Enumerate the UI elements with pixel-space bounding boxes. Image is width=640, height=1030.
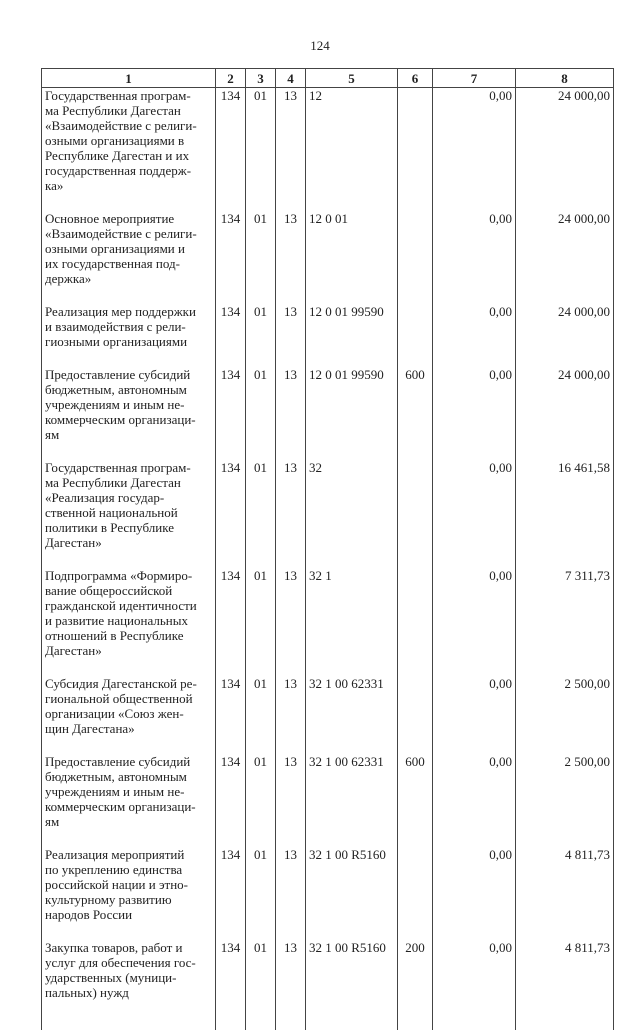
- row-value: 01: [249, 88, 272, 103]
- row-description: Реализация мероприятий по укреплению единства российской нации и этно- культурному развитию народов России: [45, 847, 212, 922]
- row-value: 01: [249, 460, 272, 475]
- row-col-3-cell: [246, 367, 276, 460]
- row-col-8-cell: [516, 367, 614, 460]
- row-col-3-cell: [246, 460, 276, 568]
- row-col-7-cell: [433, 304, 516, 367]
- filler-cell: [433, 1000, 516, 1030]
- row-value: 7 311,73: [519, 568, 610, 583]
- row-value: 01: [249, 676, 272, 691]
- row-value: 0,00: [436, 847, 512, 862]
- row-name-cell: [42, 754, 216, 847]
- row-value: 134: [219, 460, 242, 475]
- row-col-3-cell: [246, 676, 276, 754]
- row-value: 12 0 01 99590: [309, 304, 394, 319]
- row-value: 01: [249, 940, 272, 955]
- row-name-cell: [42, 211, 216, 304]
- row-value: 200: [401, 940, 429, 955]
- row-value: 600: [401, 754, 429, 769]
- row-col-2-cell: [216, 676, 246, 754]
- row-value: 01: [249, 754, 272, 769]
- row-value: 01: [249, 211, 272, 226]
- row-value: 32 1 00 62331: [309, 676, 394, 691]
- row-col-5-cell: [306, 568, 398, 676]
- row-col-8-cell: [516, 754, 614, 847]
- row-value: 4 811,73: [519, 940, 610, 955]
- filler-cell: [246, 1000, 276, 1030]
- row-col-6-cell: [398, 88, 433, 212]
- row-col-7-cell: [433, 754, 516, 847]
- row-col-2-cell: [216, 367, 246, 460]
- row-col-2-cell: [216, 847, 246, 940]
- row-value: 0,00: [436, 568, 512, 583]
- row-value: 13: [279, 940, 302, 955]
- table-body: [42, 88, 614, 1030]
- row-col-3-cell: [246, 304, 276, 367]
- row-col-3-cell: [246, 211, 276, 304]
- row-name-cell: [42, 940, 216, 1000]
- table-filler-row: [42, 1000, 614, 1030]
- row-description: Подпрограмма «Формиро- вание общероссийской гражданской идентичности и развитие национальных отношений в Республике Дагестан»: [45, 568, 212, 658]
- row-col-2-cell: [216, 460, 246, 568]
- row-col-5-cell: [306, 754, 398, 847]
- filler-cell: [306, 1000, 398, 1030]
- header-col-2: 2: [216, 69, 246, 88]
- row-value: 0,00: [436, 460, 512, 475]
- table-row: [42, 304, 614, 367]
- row-value: 24 000,00: [519, 367, 610, 382]
- row-col-4-cell: [276, 88, 306, 212]
- page-number: 124: [0, 38, 640, 54]
- row-value: 13: [279, 676, 302, 691]
- row-col-3-cell: [246, 88, 276, 212]
- row-description: Закупка товаров, работ и услуг для обеспечения гос- ударственных (муници- пальных) нужд: [45, 940, 212, 1000]
- row-col-7-cell: [433, 940, 516, 1000]
- budget-table: [41, 68, 614, 1030]
- row-value: 13: [279, 460, 302, 475]
- row-col-5-cell: [306, 676, 398, 754]
- filler-cell: [398, 1000, 433, 1030]
- row-value: 0,00: [436, 676, 512, 691]
- row-col-3-cell: [246, 847, 276, 940]
- row-value: 01: [249, 367, 272, 382]
- row-value: 13: [279, 568, 302, 583]
- row-value: 24 000,00: [519, 304, 610, 319]
- row-col-7-cell: [433, 211, 516, 304]
- row-col-7-cell: [433, 367, 516, 460]
- row-col-2-cell: [216, 304, 246, 367]
- row-col-4-cell: [276, 367, 306, 460]
- table-row: [42, 88, 614, 212]
- row-value: 32: [309, 460, 394, 475]
- row-description: Государственная програм- ма Республики Дагестан «Взаимодействие с религи- озными организациями в Республике Дагестан и их государственная поддерж- ка»: [45, 88, 212, 193]
- row-col-6-cell: [398, 847, 433, 940]
- row-value: 134: [219, 304, 242, 319]
- table-row: [42, 568, 614, 676]
- row-col-5-cell: [306, 367, 398, 460]
- row-value: 13: [279, 304, 302, 319]
- row-col-8-cell: [516, 676, 614, 754]
- header-row: [42, 69, 614, 88]
- row-value: 0,00: [436, 211, 512, 226]
- row-description: Реализация мер поддержки и взаимодействия с рели- гиозными организациями: [45, 304, 212, 349]
- row-name-cell: [42, 88, 216, 212]
- row-value: 12: [309, 88, 394, 103]
- row-value: 134: [219, 676, 242, 691]
- row-col-7-cell: [433, 676, 516, 754]
- row-col-6-cell: [398, 367, 433, 460]
- filler-cell: [42, 1000, 216, 1030]
- row-col-4-cell: [276, 940, 306, 1000]
- row-value: 0,00: [436, 754, 512, 769]
- row-col-7-cell: [433, 847, 516, 940]
- row-col-7-cell: [433, 568, 516, 676]
- header-col-6: 6: [398, 69, 433, 88]
- row-value: 4 811,73: [519, 847, 610, 862]
- row-value: 16 461,58: [519, 460, 610, 475]
- row-col-4-cell: [276, 847, 306, 940]
- row-col-2-cell: [216, 568, 246, 676]
- row-col-6-cell: [398, 940, 433, 1000]
- row-col-5-cell: [306, 211, 398, 304]
- row-col-6-cell: [398, 304, 433, 367]
- row-value: 134: [219, 754, 242, 769]
- row-value: 2 500,00: [519, 754, 610, 769]
- row-name-cell: [42, 367, 216, 460]
- row-col-7-cell: [433, 460, 516, 568]
- filler-cell: [516, 1000, 614, 1030]
- header-col-1: 1: [42, 69, 216, 88]
- table-row: [42, 940, 614, 1000]
- row-value: 13: [279, 367, 302, 382]
- row-col-4-cell: [276, 568, 306, 676]
- row-value: 2 500,00: [519, 676, 610, 691]
- row-value: 0,00: [436, 940, 512, 955]
- row-value: 12 0 01: [309, 211, 394, 226]
- row-col-3-cell: [246, 940, 276, 1000]
- row-col-8-cell: [516, 304, 614, 367]
- table-row: [42, 754, 614, 847]
- row-col-5-cell: [306, 88, 398, 212]
- row-description: Государственная програм- ма Республики Дагестан «Реализация государ- ственной национальной политики в Республике Дагестан»: [45, 460, 212, 550]
- row-col-5-cell: [306, 940, 398, 1000]
- row-col-6-cell: [398, 754, 433, 847]
- row-value: 134: [219, 940, 242, 955]
- header-col-3: 3: [246, 69, 276, 88]
- row-col-6-cell: [398, 211, 433, 304]
- row-value: 12 0 01 99590: [309, 367, 394, 382]
- row-name-cell: [42, 304, 216, 367]
- row-col-5-cell: [306, 304, 398, 367]
- row-col-4-cell: [276, 754, 306, 847]
- row-col-8-cell: [516, 211, 614, 304]
- row-description: Предоставление субсидий бюджетным, автономным учреждениям и иным не- коммерческим организаци- ям: [45, 754, 212, 829]
- row-col-8-cell: [516, 88, 614, 212]
- row-col-2-cell: [216, 940, 246, 1000]
- row-value: 24 000,00: [519, 88, 610, 103]
- row-name-cell: [42, 676, 216, 754]
- row-value: 134: [219, 211, 242, 226]
- row-name-cell: [42, 847, 216, 940]
- row-col-5-cell: [306, 460, 398, 568]
- filler-cell: [216, 1000, 246, 1030]
- row-value: 600: [401, 367, 429, 382]
- table-row: [42, 367, 614, 460]
- row-col-2-cell: [216, 88, 246, 212]
- row-col-3-cell: [246, 754, 276, 847]
- table-row: [42, 460, 614, 568]
- row-value: 0,00: [436, 88, 512, 103]
- row-col-5-cell: [306, 847, 398, 940]
- row-value: 134: [219, 367, 242, 382]
- row-value: 0,00: [436, 304, 512, 319]
- table-row: [42, 847, 614, 940]
- row-value: 24 000,00: [519, 211, 610, 226]
- row-value: 134: [219, 847, 242, 862]
- row-col-4-cell: [276, 460, 306, 568]
- row-name-cell: [42, 568, 216, 676]
- filler-cell: [276, 1000, 306, 1030]
- row-value: 0,00: [436, 367, 512, 382]
- header-col-5: 5: [306, 69, 398, 88]
- table-row: [42, 676, 614, 754]
- row-value: 13: [279, 88, 302, 103]
- row-value: 01: [249, 568, 272, 583]
- row-description: Предоставление субсидий бюджетным, автономным учреждениям и иным не- коммерческим организаци- ям: [45, 367, 212, 442]
- row-col-3-cell: [246, 568, 276, 676]
- header-col-7: 7: [433, 69, 516, 88]
- row-value: 01: [249, 847, 272, 862]
- row-col-4-cell: [276, 304, 306, 367]
- row-value: 13: [279, 211, 302, 226]
- header-col-4: 4: [276, 69, 306, 88]
- row-value: 32 1 00 R5160: [309, 847, 394, 862]
- row-col-8-cell: [516, 568, 614, 676]
- row-col-8-cell: [516, 940, 614, 1000]
- row-description: Субсидия Дагестанской ре- гиональной общественной организации «Союз жен- щин Дагестана»: [45, 676, 212, 736]
- row-value: 13: [279, 847, 302, 862]
- row-col-8-cell: [516, 847, 614, 940]
- table-header: [42, 69, 614, 88]
- table-row: [42, 211, 614, 304]
- row-value: 32 1 00 62331: [309, 754, 394, 769]
- row-col-6-cell: [398, 460, 433, 568]
- row-value: 134: [219, 88, 242, 103]
- row-value: 32 1 00 R5160: [309, 940, 394, 955]
- row-value: 32 1: [309, 568, 394, 583]
- row-col-4-cell: [276, 676, 306, 754]
- header-col-8: 8: [516, 69, 614, 88]
- row-col-6-cell: [398, 568, 433, 676]
- row-name-cell: [42, 460, 216, 568]
- row-col-4-cell: [276, 211, 306, 304]
- row-col-2-cell: [216, 211, 246, 304]
- row-value: 134: [219, 568, 242, 583]
- row-col-7-cell: [433, 88, 516, 212]
- row-value: 01: [249, 304, 272, 319]
- row-col-8-cell: [516, 460, 614, 568]
- row-col-6-cell: [398, 676, 433, 754]
- row-description: Основное мероприятие «Взаимодействие с религи- озными организациями и их государственная под- держка»: [45, 211, 212, 286]
- row-value: 13: [279, 754, 302, 769]
- row-col-2-cell: [216, 754, 246, 847]
